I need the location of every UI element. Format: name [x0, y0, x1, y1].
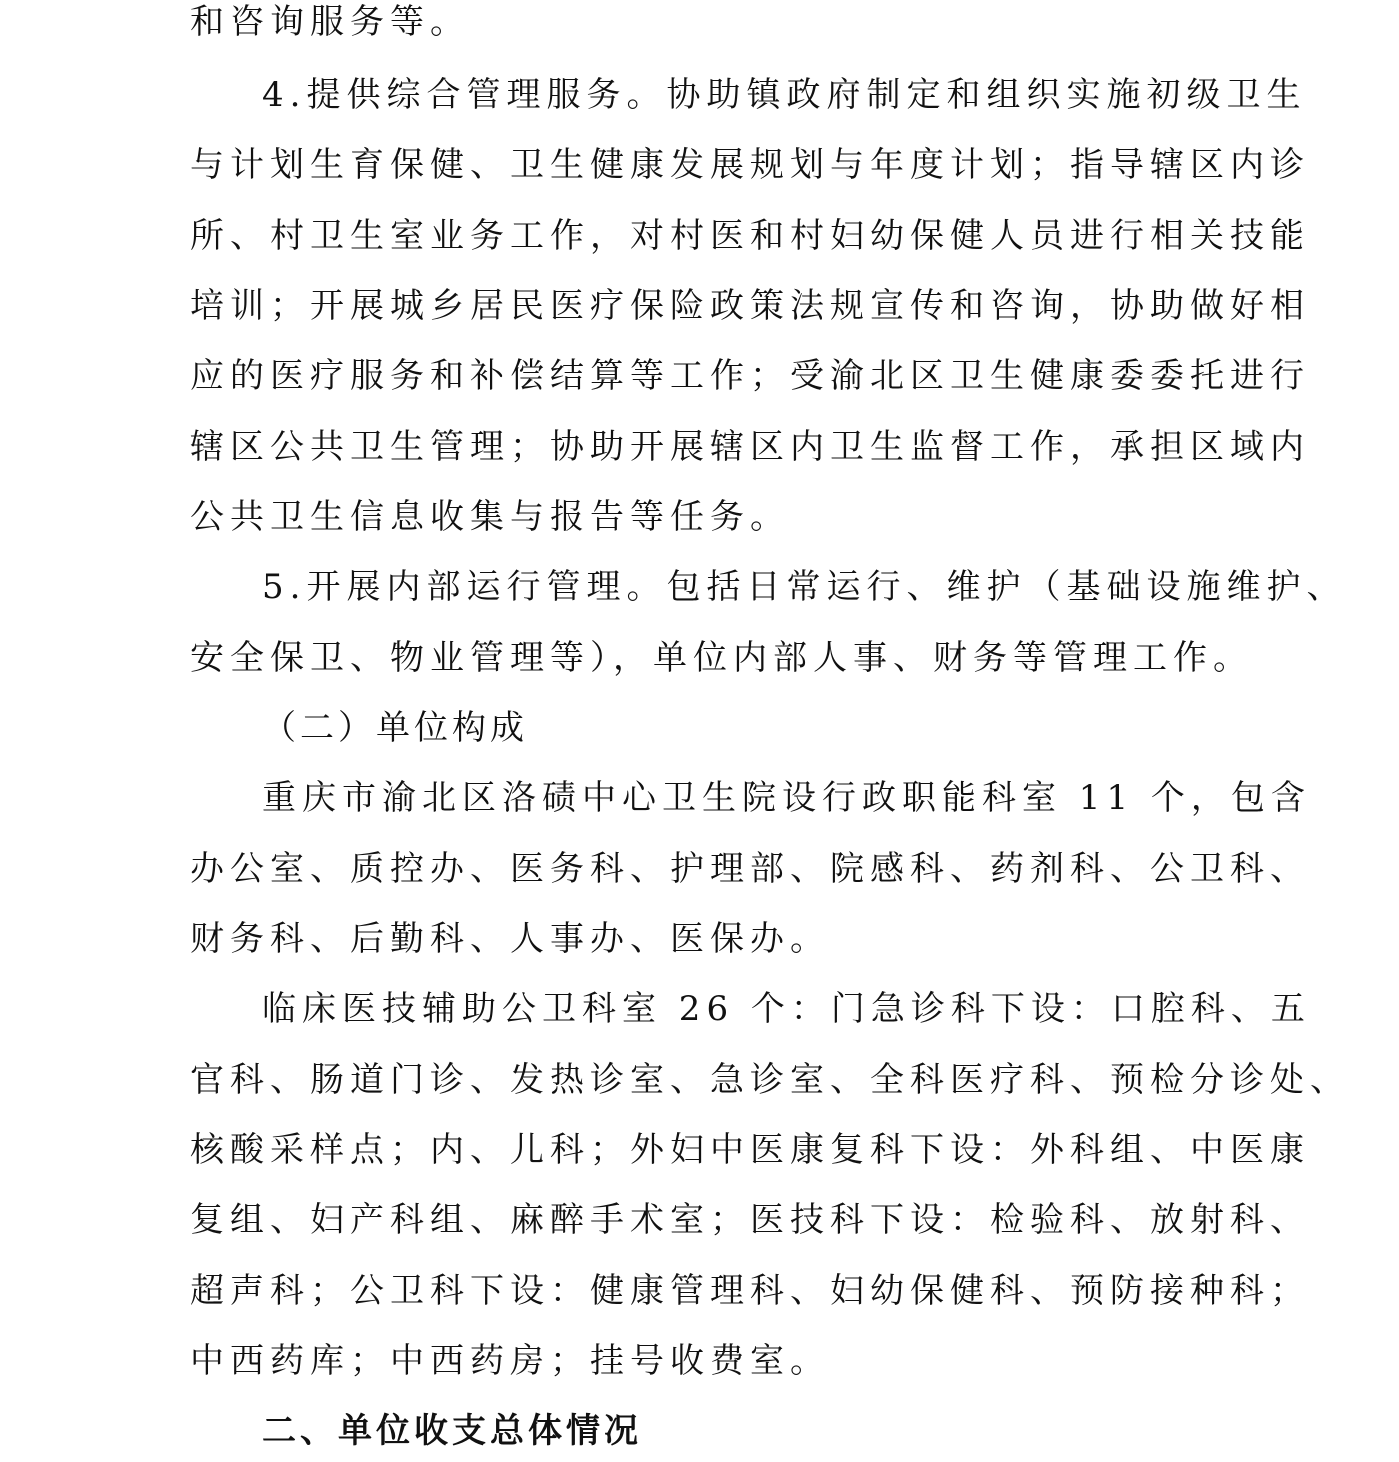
text-line: 公共卫生信息收集与报告等任务。 — [190, 497, 790, 537]
text-line: 和咨询服务等。 — [190, 2, 470, 42]
text-line: 安全保卫、物业管理等），单位内部人事、财务等管理工作。 — [190, 638, 1253, 678]
text-line: 重庆市渝北区洛碛中心卫生院设行政职能科室 11 个，包含 — [262, 778, 1311, 818]
text-line: 办公室、质控办、医务科、护理部、院感科、药剂科、公卫科、 — [190, 849, 1310, 889]
text-line: 复组、妇产科组、麻醉手术室；医技科下设：检验科、放射科、 — [190, 1200, 1310, 1240]
text-line: 4.提供综合管理服务。协助镇政府制定和组织实施初级卫生 — [262, 75, 1307, 115]
text-line: 所、村卫生室业务工作，对村医和村妇幼保健人员进行相关技能 — [190, 216, 1310, 256]
text-line: 中西药库；中西药房；挂号收费室。 — [190, 1341, 830, 1381]
text-line: 核酸采样点；内、儿科；外妇中医康复科下设：外科组、中医康 — [190, 1130, 1310, 1170]
text-line: 应的医疗服务和补偿结算等工作；受渝北区卫生健康委委托进行 — [190, 356, 1310, 396]
text-line: 官科、肠道门诊、发热诊室、急诊室、全科医疗科、预检分诊处、 — [190, 1060, 1350, 1100]
text-line: 临床医技辅助公卫科室 26 个：门急诊科下设：口腔科、五 — [262, 989, 1311, 1029]
text-line: 5.开展内部运行管理。包括日常运行、维护（基础设施维护、 — [262, 567, 1347, 607]
text-line: 培训；开展城乡居民医疗保险政策法规宣传和咨询，协助做好相 — [190, 286, 1310, 326]
text-line: 辖区公共卫生管理；协助开展辖区内卫生监督工作，承担区域内 — [190, 427, 1310, 467]
text-line: 与计划生育保健、卫生健康发展规划与年度计划；指导辖区内诊 — [190, 145, 1310, 185]
section-heading: （二）单位构成 — [262, 708, 528, 748]
chapter-heading: 二、单位收支总体情况 — [262, 1411, 642, 1451]
text-line: 超声科；公卫科下设：健康管理科、妇幼保健科、预防接种科； — [190, 1271, 1310, 1311]
text-line: 财务科、后勤科、人事办、医保办。 — [190, 919, 830, 959]
